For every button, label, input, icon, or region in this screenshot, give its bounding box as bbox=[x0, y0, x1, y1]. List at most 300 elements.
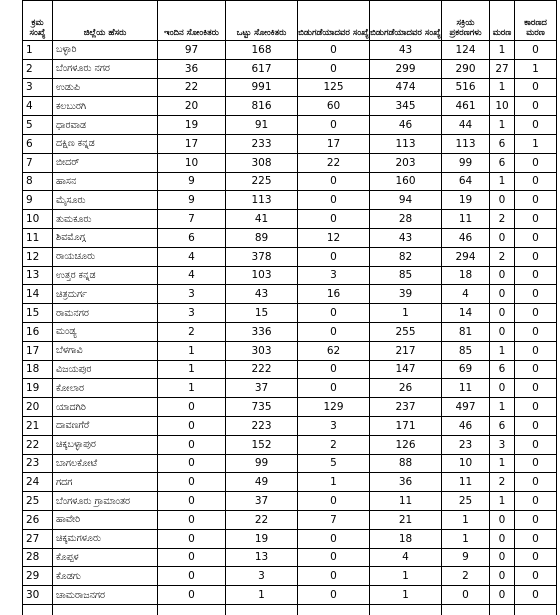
cell-active-cases: 0 bbox=[442, 586, 490, 605]
cell-district-name: ಚಿತ್ರದುರ್ಗ bbox=[53, 285, 158, 304]
cell-other-cause-deaths: 0 bbox=[515, 97, 557, 116]
cell-serial-no: 17 bbox=[23, 341, 53, 360]
table-row bbox=[23, 510, 557, 529]
cell-today-cases: 19 bbox=[158, 116, 226, 135]
cell-total-cases: 223 bbox=[226, 416, 298, 435]
cell-total-cases: 19 bbox=[226, 529, 298, 548]
cell-deaths: 3 bbox=[490, 435, 515, 454]
cell-released-a: 0 bbox=[298, 210, 370, 229]
cell-today-cases: 0 bbox=[158, 454, 226, 473]
cell-released-b: 11 bbox=[370, 492, 442, 511]
cell-total-cases: 336 bbox=[226, 322, 298, 341]
cell-released-a: 0 bbox=[298, 59, 370, 78]
cell-today-cases: 0 bbox=[158, 473, 226, 492]
cell-released-a: 5 bbox=[298, 454, 370, 473]
cell-other-cause-deaths: 0 bbox=[515, 454, 557, 473]
table-row bbox=[23, 379, 557, 398]
cell-released-a: 0 bbox=[298, 586, 370, 605]
table-row bbox=[23, 398, 557, 417]
header-row bbox=[23, 1, 557, 41]
table-row bbox=[23, 41, 557, 60]
cell-other-cause-deaths: 0 bbox=[515, 379, 557, 398]
table-row bbox=[23, 341, 557, 360]
cell-released-a: 3 bbox=[298, 266, 370, 285]
cell-other-cause-deaths: 0 bbox=[515, 172, 557, 191]
cell-serial-no: 20 bbox=[23, 398, 53, 417]
cell-active-cases: 25 bbox=[442, 492, 490, 511]
table-row bbox=[23, 285, 557, 304]
cell-released-a: 0 bbox=[298, 304, 370, 323]
cell-today-cases: 1 bbox=[158, 379, 226, 398]
table-row bbox=[23, 473, 557, 492]
cell-district-name: ಬೆಂಗಳೂರು ಗ್ರಾಮಾಂತರ bbox=[53, 492, 158, 511]
table-row bbox=[23, 134, 557, 153]
cell-deaths: 0 bbox=[490, 586, 515, 605]
cell-district-name: ಬಾಗಲಕೋಟೆ bbox=[53, 454, 158, 473]
cell-released-a: 17 bbox=[298, 134, 370, 153]
cell-serial-no: 22 bbox=[23, 435, 53, 454]
cell-deaths: 0 bbox=[490, 228, 515, 247]
cell-today-cases: 0 bbox=[158, 398, 226, 417]
cell-released-a: 3 bbox=[298, 416, 370, 435]
cell-active-cases: 19 bbox=[442, 191, 490, 210]
cell-active-cases: 44 bbox=[442, 116, 490, 135]
cell-released-b: 4 bbox=[370, 548, 442, 567]
cell-other-cause-deaths: 0 bbox=[515, 510, 557, 529]
table-row bbox=[23, 454, 557, 473]
table-row bbox=[23, 59, 557, 78]
cell-released-b: 217 bbox=[370, 341, 442, 360]
cell-released-b: 203 bbox=[370, 153, 442, 172]
cell-district-name: ದಾವಣಗೆರೆ bbox=[53, 416, 158, 435]
cell-district-name: ದಕ್ಷಿಣ ಕನ್ನಡ bbox=[53, 134, 158, 153]
cell-other-cause-deaths: 0 bbox=[515, 529, 557, 548]
cell-district-name: ಚಿಕ್ಕಬಳ್ಳಾಪುರ bbox=[53, 435, 158, 454]
cell-released-b: 36 bbox=[370, 473, 442, 492]
header-today-cases: ಇಂದಿನ ಸೋಂಕಿತರು bbox=[158, 1, 226, 41]
cell-other-cause-deaths: 0 bbox=[515, 586, 557, 605]
cell-other-cause-deaths: 0 bbox=[515, 304, 557, 323]
cell-other-cause-deaths: 1 bbox=[515, 59, 557, 78]
cell-district-name: ಬೆಂಗಳೂರು ನಗರ bbox=[53, 59, 158, 78]
cell-deaths: 1 bbox=[490, 41, 515, 60]
cell-released-a: 0 bbox=[298, 41, 370, 60]
cell-released-a: 0 bbox=[298, 360, 370, 379]
cell-serial-no: 23 bbox=[23, 454, 53, 473]
cell-active-cases: 11 bbox=[442, 473, 490, 492]
cell-deaths: 27 bbox=[490, 59, 515, 78]
cell-total-cases: 991 bbox=[226, 78, 298, 97]
cell-released-b: 474 bbox=[370, 78, 442, 97]
table-row bbox=[23, 586, 557, 605]
cell-district-name: ಶಿವಮೊಗ್ಗ bbox=[53, 228, 158, 247]
table-row bbox=[23, 116, 557, 135]
cell-today-cases: 7 bbox=[158, 210, 226, 229]
cell-released-b: 126 bbox=[370, 435, 442, 454]
cell-today-cases: 4 bbox=[158, 247, 226, 266]
district-case-table-container bbox=[22, 0, 556, 615]
cell-serial-no: 10 bbox=[23, 210, 53, 229]
header-active-cases: ಸಕ್ರಿಯ ಪ್ರಕರಣಗಳು bbox=[442, 1, 490, 41]
cell-released-a: 0 bbox=[298, 567, 370, 586]
cutoff-cell bbox=[158, 604, 226, 615]
cell-serial-no: 28 bbox=[23, 548, 53, 567]
cutoff-cell bbox=[370, 604, 442, 615]
cell-active-cases: 113 bbox=[442, 134, 490, 153]
cell-total-cases: 13 bbox=[226, 548, 298, 567]
cell-active-cases: 1 bbox=[442, 529, 490, 548]
cell-released-b: 43 bbox=[370, 228, 442, 247]
cell-total-cases: 15 bbox=[226, 304, 298, 323]
cell-other-cause-deaths: 0 bbox=[515, 228, 557, 247]
cell-serial-no: 30 bbox=[23, 586, 53, 605]
cell-other-cause-deaths: 0 bbox=[515, 473, 557, 492]
cell-released-b: 82 bbox=[370, 247, 442, 266]
cutoff-cell bbox=[490, 604, 515, 615]
cell-active-cases: 4 bbox=[442, 285, 490, 304]
cell-total-cases: 308 bbox=[226, 153, 298, 172]
table-row bbox=[23, 492, 557, 511]
cell-deaths: 1 bbox=[490, 172, 515, 191]
header-other-cause-deaths: ಕಾರಣದ ಮರಣ bbox=[515, 1, 557, 41]
cell-deaths: 2 bbox=[490, 473, 515, 492]
cell-released-a: 22 bbox=[298, 153, 370, 172]
cell-active-cases: 10 bbox=[442, 454, 490, 473]
cell-today-cases: 1 bbox=[158, 341, 226, 360]
cell-serial-no: 29 bbox=[23, 567, 53, 586]
cell-released-b: 171 bbox=[370, 416, 442, 435]
cell-released-a: 60 bbox=[298, 97, 370, 116]
cell-today-cases: 9 bbox=[158, 172, 226, 191]
cell-released-b: 88 bbox=[370, 454, 442, 473]
cell-deaths: 6 bbox=[490, 416, 515, 435]
cell-active-cases: 64 bbox=[442, 172, 490, 191]
cell-other-cause-deaths: 0 bbox=[515, 41, 557, 60]
cell-total-cases: 617 bbox=[226, 59, 298, 78]
cell-deaths: 0 bbox=[490, 510, 515, 529]
cell-active-cases: 516 bbox=[442, 78, 490, 97]
cell-deaths: 1 bbox=[490, 116, 515, 135]
cell-other-cause-deaths: 0 bbox=[515, 416, 557, 435]
cell-total-cases: 49 bbox=[226, 473, 298, 492]
cell-today-cases: 3 bbox=[158, 285, 226, 304]
cell-district-name: ಕೊಡಗು bbox=[53, 567, 158, 586]
cell-today-cases: 0 bbox=[158, 510, 226, 529]
cell-today-cases: 0 bbox=[158, 586, 226, 605]
cell-district-name: ಚಾಮರಾಜನಗರ bbox=[53, 586, 158, 605]
cell-today-cases: 36 bbox=[158, 59, 226, 78]
cell-released-b: 1 bbox=[370, 304, 442, 323]
cell-serial-no: 8 bbox=[23, 172, 53, 191]
cell-total-cases: 222 bbox=[226, 360, 298, 379]
cell-active-cases: 497 bbox=[442, 398, 490, 417]
cell-district-name: ಧಾರವಾಡ bbox=[53, 116, 158, 135]
table-row bbox=[23, 567, 557, 586]
cell-deaths: 1 bbox=[490, 398, 515, 417]
cell-other-cause-deaths: 0 bbox=[515, 435, 557, 454]
table-row bbox=[23, 548, 557, 567]
cell-serial-no: 16 bbox=[23, 322, 53, 341]
cutoff-cell bbox=[298, 604, 370, 615]
cell-district-name: ಕೋಲಾರ bbox=[53, 379, 158, 398]
cell-active-cases: 46 bbox=[442, 416, 490, 435]
cell-active-cases: 9 bbox=[442, 548, 490, 567]
cell-released-a: 0 bbox=[298, 116, 370, 135]
cell-released-a: 1 bbox=[298, 473, 370, 492]
table-body bbox=[23, 41, 557, 615]
cell-district-name: ವಿಜಯಪುರ bbox=[53, 360, 158, 379]
cell-other-cause-deaths: 0 bbox=[515, 322, 557, 341]
cell-released-b: 299 bbox=[370, 59, 442, 78]
cell-other-cause-deaths: 0 bbox=[515, 247, 557, 266]
cell-serial-no: 13 bbox=[23, 266, 53, 285]
cell-released-b: 94 bbox=[370, 191, 442, 210]
cell-today-cases: 4 bbox=[158, 266, 226, 285]
cell-deaths: 6 bbox=[490, 360, 515, 379]
table-row bbox=[23, 153, 557, 172]
cell-district-name: ಹಾಸನ bbox=[53, 172, 158, 191]
cell-active-cases: 290 bbox=[442, 59, 490, 78]
cell-serial-no: 12 bbox=[23, 247, 53, 266]
cell-released-b: 28 bbox=[370, 210, 442, 229]
table-row bbox=[23, 529, 557, 548]
cell-active-cases: 11 bbox=[442, 210, 490, 229]
cell-released-a: 0 bbox=[298, 548, 370, 567]
table-row bbox=[23, 172, 557, 191]
cell-active-cases: 461 bbox=[442, 97, 490, 116]
cell-other-cause-deaths: 0 bbox=[515, 285, 557, 304]
cell-deaths: 6 bbox=[490, 134, 515, 153]
cell-released-b: 113 bbox=[370, 134, 442, 153]
cell-deaths: 0 bbox=[490, 379, 515, 398]
cell-serial-no: 5 bbox=[23, 116, 53, 135]
cell-active-cases: 2 bbox=[442, 567, 490, 586]
cell-deaths: 0 bbox=[490, 304, 515, 323]
cell-district-name: ತುಮಕೂರು bbox=[53, 210, 158, 229]
cell-released-b: 147 bbox=[370, 360, 442, 379]
cell-released-b: 18 bbox=[370, 529, 442, 548]
cell-today-cases: 0 bbox=[158, 435, 226, 454]
cell-released-b: 345 bbox=[370, 97, 442, 116]
table-row bbox=[23, 247, 557, 266]
cell-deaths: 6 bbox=[490, 153, 515, 172]
cell-today-cases: 0 bbox=[158, 548, 226, 567]
cell-released-b: 39 bbox=[370, 285, 442, 304]
cell-serial-no: 7 bbox=[23, 153, 53, 172]
cell-other-cause-deaths: 0 bbox=[515, 398, 557, 417]
cell-active-cases: 1 bbox=[442, 510, 490, 529]
cell-active-cases: 11 bbox=[442, 379, 490, 398]
cell-total-cases: 233 bbox=[226, 134, 298, 153]
cell-district-name: ಉತ್ತರ ಕನ್ನಡ bbox=[53, 266, 158, 285]
cutoff-cell bbox=[515, 604, 557, 615]
cell-today-cases: 1 bbox=[158, 360, 226, 379]
cell-total-cases: 735 bbox=[226, 398, 298, 417]
table-row bbox=[23, 360, 557, 379]
cell-released-b: 255 bbox=[370, 322, 442, 341]
cell-total-cases: 37 bbox=[226, 492, 298, 511]
header-released-b: ಬಿಡುಗಡೆಯಾದವರ ಸಂಖ್ಯೆ bbox=[370, 1, 442, 41]
table-row bbox=[23, 191, 557, 210]
cell-serial-no: 11 bbox=[23, 228, 53, 247]
cell-district-name: ಚಿಕ್ಕಮಗಳೂರು bbox=[53, 529, 158, 548]
cell-other-cause-deaths: 0 bbox=[515, 153, 557, 172]
cell-released-b: 21 bbox=[370, 510, 442, 529]
cell-serial-no: 19 bbox=[23, 379, 53, 398]
cell-active-cases: 85 bbox=[442, 341, 490, 360]
cell-total-cases: 103 bbox=[226, 266, 298, 285]
cell-serial-no: 25 bbox=[23, 492, 53, 511]
cell-district-name: ಬಳ್ಳಾರಿ bbox=[53, 41, 158, 60]
cell-active-cases: 81 bbox=[442, 322, 490, 341]
cell-total-cases: 91 bbox=[226, 116, 298, 135]
cell-deaths: 0 bbox=[490, 529, 515, 548]
table-row bbox=[23, 210, 557, 229]
cell-deaths: 1 bbox=[490, 492, 515, 511]
cell-today-cases: 97 bbox=[158, 41, 226, 60]
table-row bbox=[23, 322, 557, 341]
district-case-table bbox=[22, 0, 557, 615]
cell-today-cases: 17 bbox=[158, 134, 226, 153]
cell-other-cause-deaths: 0 bbox=[515, 341, 557, 360]
cell-serial-no: 18 bbox=[23, 360, 53, 379]
header-deaths: ಮರಣ bbox=[490, 1, 515, 41]
cell-today-cases: 9 bbox=[158, 191, 226, 210]
table-row bbox=[23, 266, 557, 285]
cutoff-cell bbox=[53, 604, 158, 615]
cell-released-a: 12 bbox=[298, 228, 370, 247]
cell-serial-no: 6 bbox=[23, 134, 53, 153]
cell-total-cases: 1 bbox=[226, 586, 298, 605]
cell-today-cases: 6 bbox=[158, 228, 226, 247]
cell-released-a: 0 bbox=[298, 322, 370, 341]
cell-other-cause-deaths: 0 bbox=[515, 78, 557, 97]
cell-total-cases: 168 bbox=[226, 41, 298, 60]
cell-total-cases: 816 bbox=[226, 97, 298, 116]
cell-today-cases: 10 bbox=[158, 153, 226, 172]
cell-other-cause-deaths: 1 bbox=[515, 134, 557, 153]
cell-active-cases: 18 bbox=[442, 266, 490, 285]
cell-deaths: 1 bbox=[490, 454, 515, 473]
cell-active-cases: 69 bbox=[442, 360, 490, 379]
cell-released-a: 0 bbox=[298, 379, 370, 398]
cell-total-cases: 378 bbox=[226, 247, 298, 266]
cell-active-cases: 124 bbox=[442, 41, 490, 60]
cell-today-cases: 0 bbox=[158, 529, 226, 548]
cell-other-cause-deaths: 0 bbox=[515, 116, 557, 135]
cell-other-cause-deaths: 0 bbox=[515, 210, 557, 229]
cell-serial-no: 15 bbox=[23, 304, 53, 323]
cell-active-cases: 23 bbox=[442, 435, 490, 454]
header-district-name: ಜಿಲ್ಲೆಯ ಹೆಸರು bbox=[53, 1, 158, 41]
header-released-a: ಬಿಡುಗಡೆಯಾದವರ ಸಂಖ್ಯೆ bbox=[298, 1, 370, 41]
cell-district-name: ರಾಮನಗರ bbox=[53, 304, 158, 323]
cutoff-cell bbox=[442, 604, 490, 615]
cell-deaths: 1 bbox=[490, 78, 515, 97]
cell-district-name: ಹಾವೇರಿ bbox=[53, 510, 158, 529]
cell-serial-no: 1 bbox=[23, 41, 53, 60]
cell-district-name: ಉಡುಪಿ bbox=[53, 78, 158, 97]
cell-deaths: 0 bbox=[490, 322, 515, 341]
cell-active-cases: 14 bbox=[442, 304, 490, 323]
cell-released-b: 1 bbox=[370, 586, 442, 605]
cell-serial-no: 21 bbox=[23, 416, 53, 435]
cell-today-cases: 0 bbox=[158, 416, 226, 435]
cell-today-cases: 0 bbox=[158, 492, 226, 511]
cell-serial-no: 4 bbox=[23, 97, 53, 116]
cell-today-cases: 20 bbox=[158, 97, 226, 116]
cell-deaths: 1 bbox=[490, 341, 515, 360]
cell-deaths: 0 bbox=[490, 567, 515, 586]
cell-total-cases: 37 bbox=[226, 379, 298, 398]
cell-today-cases: 22 bbox=[158, 78, 226, 97]
cell-released-a: 125 bbox=[298, 78, 370, 97]
cell-district-name: ಯಾದಗಿರಿ bbox=[53, 398, 158, 417]
cell-other-cause-deaths: 0 bbox=[515, 548, 557, 567]
cell-other-cause-deaths: 0 bbox=[515, 191, 557, 210]
cell-released-a: 129 bbox=[298, 398, 370, 417]
cell-total-cases: 113 bbox=[226, 191, 298, 210]
cell-total-cases: 41 bbox=[226, 210, 298, 229]
cell-deaths: 0 bbox=[490, 191, 515, 210]
cell-serial-no: 9 bbox=[23, 191, 53, 210]
cell-released-a: 0 bbox=[298, 191, 370, 210]
cutoff-cell bbox=[226, 604, 298, 615]
cell-district-name: ಮೈಸೂರು bbox=[53, 191, 158, 210]
cell-serial-no: 2 bbox=[23, 59, 53, 78]
cell-released-a: 0 bbox=[298, 529, 370, 548]
cell-released-a: 0 bbox=[298, 172, 370, 191]
cell-deaths: 2 bbox=[490, 210, 515, 229]
cell-deaths: 0 bbox=[490, 285, 515, 304]
cell-district-name: ಮಂಡ್ಯ bbox=[53, 322, 158, 341]
cell-district-name: ಕಲಬುರಗಿ bbox=[53, 97, 158, 116]
cell-total-cases: 43 bbox=[226, 285, 298, 304]
cell-total-cases: 99 bbox=[226, 454, 298, 473]
cutoff-cell bbox=[23, 604, 53, 615]
cell-deaths: 0 bbox=[490, 266, 515, 285]
table-row bbox=[23, 416, 557, 435]
cell-today-cases: 2 bbox=[158, 322, 226, 341]
cell-total-cases: 3 bbox=[226, 567, 298, 586]
cell-district-name: ಬೆಳಗಾವಿ bbox=[53, 341, 158, 360]
header-total-cases: ಒಟ್ಟು ಸೋಂಕಿತರು bbox=[226, 1, 298, 41]
cell-other-cause-deaths: 0 bbox=[515, 492, 557, 511]
cell-total-cases: 152 bbox=[226, 435, 298, 454]
cell-released-b: 26 bbox=[370, 379, 442, 398]
cell-released-a: 0 bbox=[298, 492, 370, 511]
table-row bbox=[23, 97, 557, 116]
cell-deaths: 0 bbox=[490, 548, 515, 567]
cell-district-name: ಗದಗ bbox=[53, 473, 158, 492]
cell-released-a: 0 bbox=[298, 247, 370, 266]
cell-total-cases: 303 bbox=[226, 341, 298, 360]
cell-total-cases: 89 bbox=[226, 228, 298, 247]
cell-total-cases: 22 bbox=[226, 510, 298, 529]
table-row-cutoff bbox=[23, 604, 557, 615]
cell-other-cause-deaths: 0 bbox=[515, 360, 557, 379]
cell-released-a: 16 bbox=[298, 285, 370, 304]
cell-district-name: ರಾಯಚೂರು bbox=[53, 247, 158, 266]
cell-active-cases: 294 bbox=[442, 247, 490, 266]
cell-total-cases: 225 bbox=[226, 172, 298, 191]
cell-serial-no: 24 bbox=[23, 473, 53, 492]
cell-deaths: 2 bbox=[490, 247, 515, 266]
cell-released-b: 43 bbox=[370, 41, 442, 60]
cell-released-a: 2 bbox=[298, 435, 370, 454]
cell-released-b: 237 bbox=[370, 398, 442, 417]
cell-released-b: 1 bbox=[370, 567, 442, 586]
